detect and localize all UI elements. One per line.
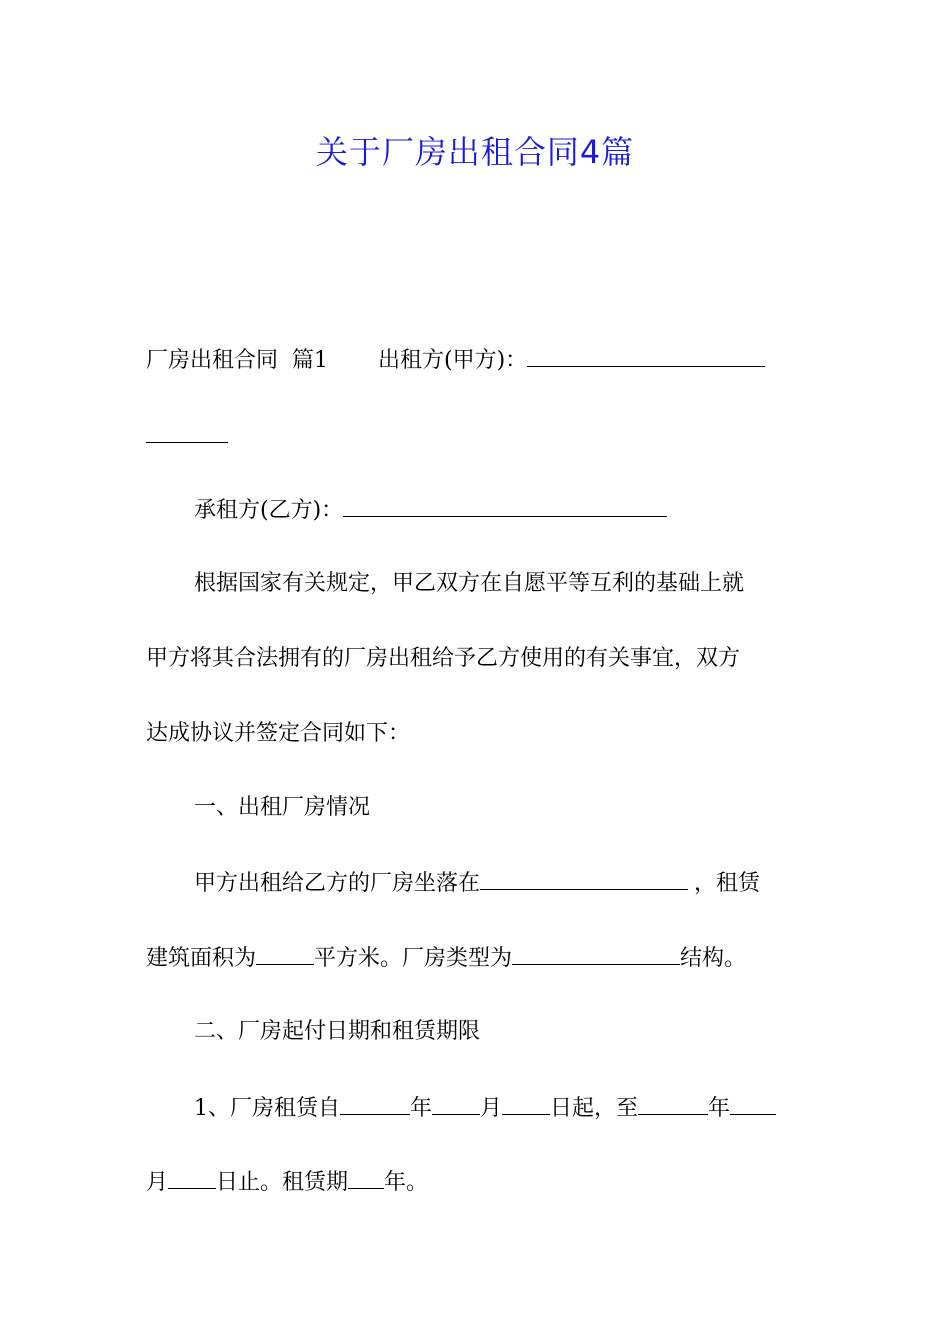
area-blank [256,944,314,965]
document-title: 关于厂房出租合同4篇 [315,133,635,171]
intro-text-3: 达成协议并签定合同如下： [146,721,411,746]
lessee-label: 承租方(乙方)： [194,498,344,523]
intro-text-1: 根据国家有关规定，甲乙双方在自愿平等互利的基础上就 [194,571,745,596]
year-label-2: 年 [708,1096,731,1121]
contract-heading-line [146,346,806,375]
section-2-title: 二、厂房起付日期和租赁期限 [194,1019,481,1044]
structure-text: 结构。 [680,946,747,971]
intro-text-2: 甲方将其合法拥有的厂房出租给予乙方使用的有关事宜，双方 [146,646,741,671]
lessor-label: 出租方(甲方)： [378,348,528,373]
contract-heading: 厂房出租合同 [146,348,279,373]
month-label-1: 月 [480,1096,503,1121]
part-label: 篇1 [292,348,329,373]
section-1-heading [194,794,854,822]
start-month-blank [432,1094,480,1115]
location-text: 甲方出租给乙方的厂房坐落在 [194,871,481,896]
lessee-blank [343,496,667,517]
lessee-line [194,496,854,525]
year-label-3: 年。 [384,1170,429,1195]
year-label-1: 年 [410,1096,433,1121]
term-end-text: 日止。租赁期 [216,1170,349,1195]
location-line [194,869,806,898]
intro-paragraph-line-1 [194,570,806,598]
term-years-blank [348,1168,384,1189]
location-blank [480,869,688,890]
end-day-blank [168,1168,216,1189]
area-line [146,944,806,973]
section-2-heading [194,1018,854,1046]
term-start-text: 1、厂房租赁自 [194,1096,340,1121]
month-label-2: 月 [146,1170,169,1195]
type-blank [512,944,680,965]
term-line-2 [146,1168,806,1197]
start-day-blank [502,1094,550,1115]
end-year-blank [638,1094,708,1115]
type-text: 平方米。厂房类型为 [314,946,513,971]
lease-text: ，租赁 [694,871,761,896]
area-text: 建筑面积为 [146,946,257,971]
lessor-blank [527,346,765,367]
intro-paragraph-line-3 [146,720,806,748]
term-line-1 [194,1094,806,1123]
intro-paragraph-line-2 [146,645,806,673]
lessor-blank-2 [146,422,228,443]
section-1-title: 一、出租厂房情况 [194,795,371,820]
lessor-blank-continuation [146,422,806,451]
day-until-text: 日起，至 [550,1096,639,1121]
end-month-blank [730,1094,776,1115]
start-year-blank [340,1094,410,1115]
